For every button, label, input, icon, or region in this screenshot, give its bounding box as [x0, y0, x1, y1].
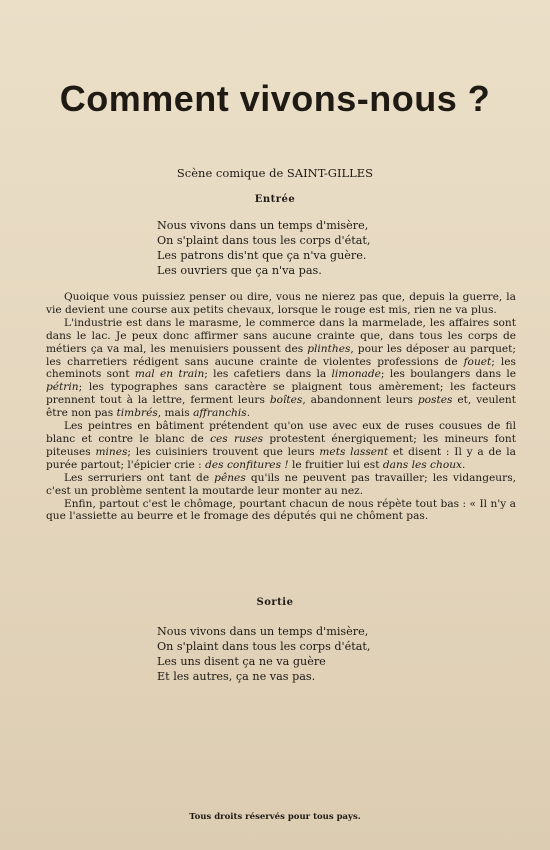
text-segment: . — [246, 407, 251, 420]
verse-line: Les ouvriers que ça n'va pas. — [157, 264, 322, 277]
text-segment: Quoique vous puissiez penser ou dire, vous ne nierez pas que, depuis la guerre, la vie devient une course aux petits chevaux, lorsque le rouge est mis, rien ne va plus. — [46, 291, 516, 316]
prose-paragraph — [46, 498, 516, 524]
text-segment: qu'ils ne peuvent pas travailler; les vidangeurs, c'est un problème sentent la moutarde leur monter au nez. — [46, 471, 516, 497]
text-segment: ; les cafetiers dans la — [204, 368, 332, 381]
italic-phrase: limonade — [331, 368, 381, 381]
prose-paragraph — [46, 291, 516, 317]
text-segment: L'industrie est dans le marasme, le commerce dans la marmelade, les affaires sont dans le lac. Je peux donc affirmer sans aucune crainte que, dans tous les corps de métiers ça va mal, les menuisiers poussent des — [46, 316, 516, 355]
italic-phrase: affranchis — [193, 407, 247, 420]
entree-verse — [157, 218, 457, 278]
italic-phrase: mal en train — [134, 368, 205, 381]
verse-line: On s'plaint dans tous les corps d'état, — [157, 234, 371, 247]
sortie-verse — [157, 624, 457, 684]
prose-paragraph — [46, 420, 516, 472]
text-segment: protestent énergiquement; les mineurs font piteuses — [46, 432, 516, 458]
verse-line: Les uns disent ça ne va guère — [157, 655, 326, 668]
italic-phrase: mines — [95, 445, 128, 458]
text-segment: le fruitier lui est — [288, 458, 383, 471]
verse-line: On s'plaint dans tous les corps d'état, — [157, 640, 371, 653]
text-segment: ; les cuisiniers trouvent que leurs — [127, 445, 320, 458]
italic-phrase: boîtes — [269, 394, 303, 407]
sortie-label: Sortie — [256, 597, 294, 608]
prose-body — [46, 291, 516, 523]
prose-paragraph — [46, 317, 516, 420]
italic-phrase: plinthes — [307, 342, 351, 355]
text-segment: Enfin, partout c'est le chômage, pourtant chacun de nous répète tout bas : « Il n'y a que l'assiette au beurre et le fromage des députés qui ne chôment pas. — [46, 497, 516, 523]
page-title: Comment vivons-nous ? — [59, 78, 491, 119]
verse-line: Et les autres, ça ne vas pas. — [157, 670, 316, 683]
text-segment: , abandonnent leurs — [302, 394, 418, 407]
text-segment: Les serruriers ont tant de — [64, 471, 215, 484]
rights-footer: Tous droits réservés pour tous pays. — [189, 812, 361, 822]
subtitle: Scène comique de SAINT-GILLES — [176, 166, 374, 180]
verse-line: Nous vivons dans un temps d'misère, — [157, 219, 369, 232]
text-segment: . — [462, 458, 466, 471]
text-segment: , mais — [157, 407, 194, 420]
italic-phrase: pênes — [214, 471, 246, 484]
text-segment: ; les cheminots sont — [46, 355, 516, 381]
verse-line: Nous vivons dans un temps d'misère, — [157, 625, 369, 638]
italic-phrase: des confitures ! — [205, 458, 289, 471]
prose-paragraph — [46, 472, 516, 498]
text-segment: ; les boulangers dans le — [380, 368, 516, 381]
italic-phrase: timbrés — [116, 407, 158, 420]
italic-phrase: ces ruses — [210, 432, 264, 445]
text-segment: ; les typographes sans caractère se plaignent tous amèrement; les facteurs prennent tout à la lettre, ferment leurs — [46, 381, 516, 407]
text-segment: Les peintres en bâtiment prétendent qu'on use avec eux de ruses cousues de fil blanc et contre le blanc de — [46, 420, 516, 445]
entree-label: Entrée — [254, 194, 296, 205]
text-segment: et disent : Il y a de la purée partout; l'épicier crie : — [46, 445, 516, 471]
italic-phrase: mets lassent — [319, 445, 389, 458]
italic-phrase: postes — [417, 394, 453, 407]
verse-line: Les patrons dis'nt que ça n'va guère. — [157, 249, 367, 262]
text-segment: , pour les déposer au parquet; les charretiers rédigent sans aucune crainte de violentes professions de — [46, 342, 516, 368]
italic-phrase: fouet — [463, 355, 492, 368]
text-segment: et, veulent être non pas — [46, 394, 517, 420]
italic-phrase: dans les choux — [382, 458, 462, 471]
italic-phrase: pétrin — [46, 381, 79, 394]
